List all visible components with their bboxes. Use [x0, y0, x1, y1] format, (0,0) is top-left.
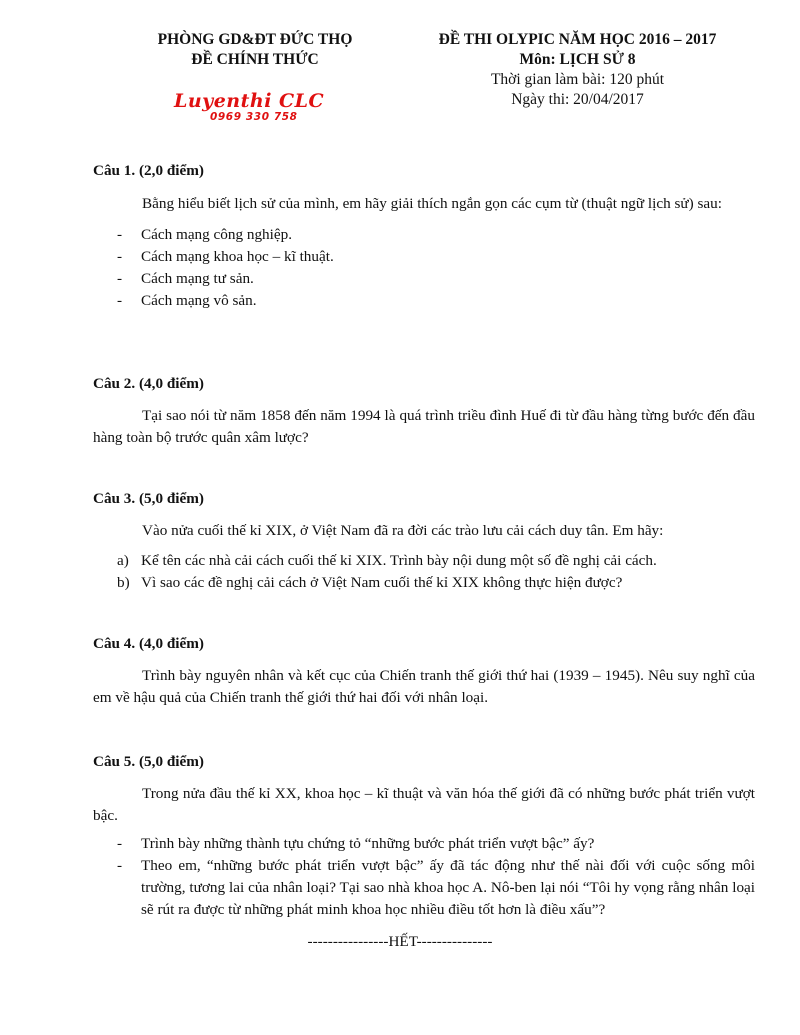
- exam-subject: Môn: LỊCH SỬ 8: [519, 51, 636, 68]
- exam-info-block: [400, 30, 755, 110]
- exam-header: [0, 30, 800, 123]
- official-label: ĐỀ CHÍNH THỨC: [191, 51, 319, 68]
- list-item: - Cách mạng vô sản.: [117, 292, 257, 309]
- exam-date: Ngày thi: 20/04/2017: [511, 91, 644, 108]
- question-intro: Trong nửa đầu thế kỉ XX, khoa học – kĩ thuật và văn hóa thế giới đã có những bước phát triển vượt bậc.: [93, 785, 755, 824]
- luyenthi-logo: [174, 91, 334, 123]
- question-4: [93, 633, 755, 709]
- end-marker: ----------------HẾT---------------: [307, 933, 493, 950]
- question-intro: Bằng hiểu biết lịch sử của mình, em hãy giải thích ngắn gọn các cụm từ (thuật ngữ lịch sử) sau:: [142, 195, 722, 212]
- question-5: [93, 751, 755, 921]
- list-item: - Theo em, “những bước phát triển vượt bậc” ấy đã tác động như thế nài đối với cuộc sống môi trường, tương lai của nhân loại? Tại sao nhà khoa học A. Nô-ben lại nói “Tôi hy vọng rằng nhân loại sẽ rút ra được từ những phát minh khoa học nhiều điều tốt hơn là điều xấu”?: [117, 857, 755, 918]
- question-title: Câu 2. (4,0 điểm): [93, 375, 204, 392]
- question-title: Câu 4. (4,0 điểm): [93, 635, 204, 652]
- list-item: - Cách mạng tư sản.: [117, 270, 254, 287]
- list-item: a) Kể tên các nhà cải cách cuối thế kỉ XIX. Trình bày nội dung một số đề nghị cải cách.: [117, 552, 657, 569]
- question-intro: Tại sao nói từ năm 1858 đến năm 1994 là quá trình triều đình Huế đi từ đầu hàng từng bước đến đầu hàng toàn bộ trước quân xâm lược?: [93, 407, 755, 446]
- question-2: [93, 373, 755, 449]
- question-items: [93, 550, 755, 594]
- question-intro: Trình bày nguyên nhân và kết cục của Chiến tranh thế giới thứ hai (1939 – 1945). Nêu suy nghĩ của em về hậu quả của Chiến tranh thế giới thứ hai đối với nhân loại.: [93, 667, 755, 706]
- question-items: [93, 224, 755, 312]
- logo-name: Luyenthi CLC: [174, 90, 325, 112]
- question-title: Câu 5. (5,0 điểm): [93, 753, 204, 770]
- question-items: [93, 833, 755, 921]
- issuer-block: [115, 30, 395, 70]
- issuer-name: PHÒNG GD&ĐT ĐỨC THỌ: [157, 31, 353, 48]
- exam-title: ĐỀ THI OLYPIC NĂM HỌC 2016 – 2017: [438, 31, 717, 48]
- logo-phone: 0969 330 758: [210, 111, 298, 123]
- question-3: [93, 488, 755, 594]
- question-intro: Vào nửa cuối thế kỉ XIX, ở Việt Nam đã ra đời các trào lưu cải cách duy tân. Em hãy:: [142, 522, 664, 539]
- question-title: Câu 1. (2,0 điểm): [93, 162, 204, 179]
- question-1: [93, 160, 755, 312]
- list-item: - Cách mạng công nghiệp.: [117, 226, 292, 243]
- exam-duration: Thời gian làm bài: 120 phút: [490, 71, 665, 88]
- list-item: b) Vì sao các đề nghị cải cách ở Việt Nam cuối thế kỉ XIX không thực hiện được?: [117, 574, 623, 591]
- question-title: Câu 3. (5,0 điểm): [93, 490, 204, 507]
- list-item: - Trình bày những thành tựu chứng tỏ “những bước phát triển vượt bậc” ấy?: [117, 835, 595, 852]
- list-item: - Cách mạng khoa học – kĩ thuật.: [117, 248, 334, 265]
